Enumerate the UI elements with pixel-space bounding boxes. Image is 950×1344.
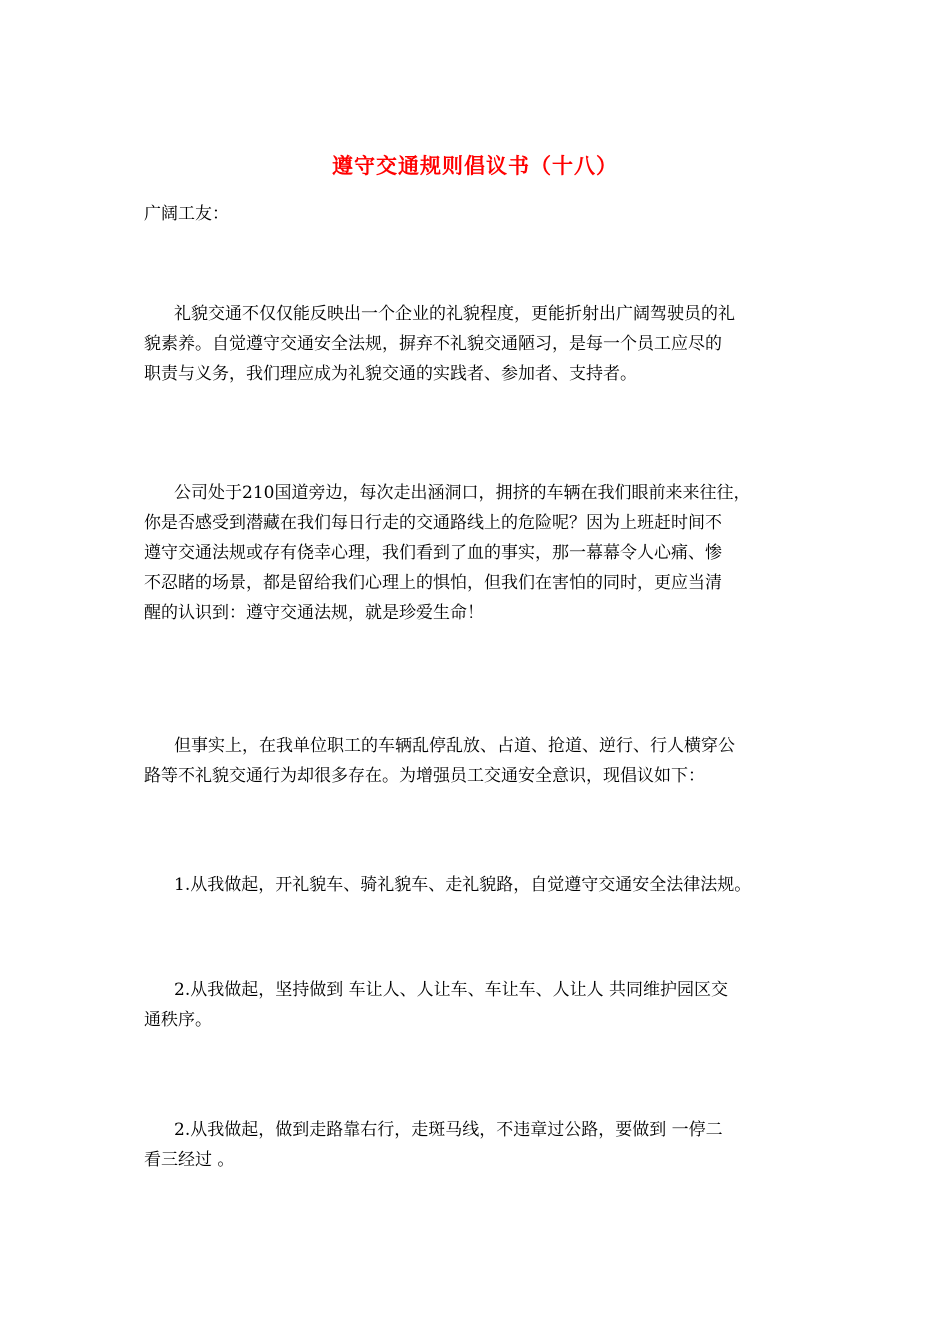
paragraph-courtesy [144, 299, 824, 389]
proposal-item-3 [144, 1115, 824, 1175]
paragraph-line: 1.从我做起，开礼貌车、骑礼貌车、走礼貌路，自觉遵守交通安全法律法规。 [174, 875, 752, 895]
proposal-item-2 [144, 975, 824, 1035]
paragraph-line: 职责与义务，我们理应成为礼貌交通的实践者、参加者、支持者。 [144, 364, 637, 384]
paragraph-line: 2.从我做起，坚持做到 车让人、人让车、车让车、人让人 共同维护园区交 [174, 980, 729, 1000]
paragraph-proposal [144, 731, 824, 791]
paragraph-line: 礼貌交通不仅仅能反映出一个企业的礼貌程度，更能折射出广阔驾驶员的礼 [174, 304, 735, 324]
paragraph-line: 但事实上，在我单位职工的车辆乱停乱放、占道、抢道、逆行、行人横穿公 [174, 736, 735, 756]
paragraph-line: 2.从我做起，做到走路靠右行，走斑马线，不违章过公路，要做到 一停二 [174, 1120, 723, 1140]
paragraph-danger [144, 478, 824, 628]
paragraph-line: 公司处于210国道旁边，每次走出涵洞口，拥挤的车辆在我们眼前来来往往， [174, 483, 751, 503]
proposal-item-1 [144, 870, 824, 900]
paragraph-line: 通秩序。 [144, 1010, 212, 1030]
paragraph-line: 路等不礼貌交通行为却很多存在。为增强员工交通安全意识，现倡议如下： [144, 766, 705, 786]
paragraph-line: 遵守交通法规或存有侥幸心理，我们看到了血的事实，那一幕幕令人心痛、惨 [144, 543, 722, 563]
paragraph-line: 不忍睹的场景，都是留给我们心理上的惧怕，但我们在害怕的同时，更应当清 [144, 573, 722, 593]
paragraph-line: 貌素养。自觉遵守交通安全法规，摒弃不礼貌交通陋习，是每一个员工应尽的 [144, 334, 722, 354]
salutation: 广阔工友： [144, 204, 229, 224]
paragraph-line: 看三经过 。 [144, 1150, 235, 1170]
paragraph-line: 醒的认识到：遵守交通法规，就是珍爱生命！ [144, 603, 484, 623]
paragraph-line: 你是否感受到潜藏在我们每日行走的交通路线上的危险呢？因为上班赶时间不 [144, 513, 722, 533]
document-title: 遵守交通规则倡议书（十八） [332, 153, 618, 178]
